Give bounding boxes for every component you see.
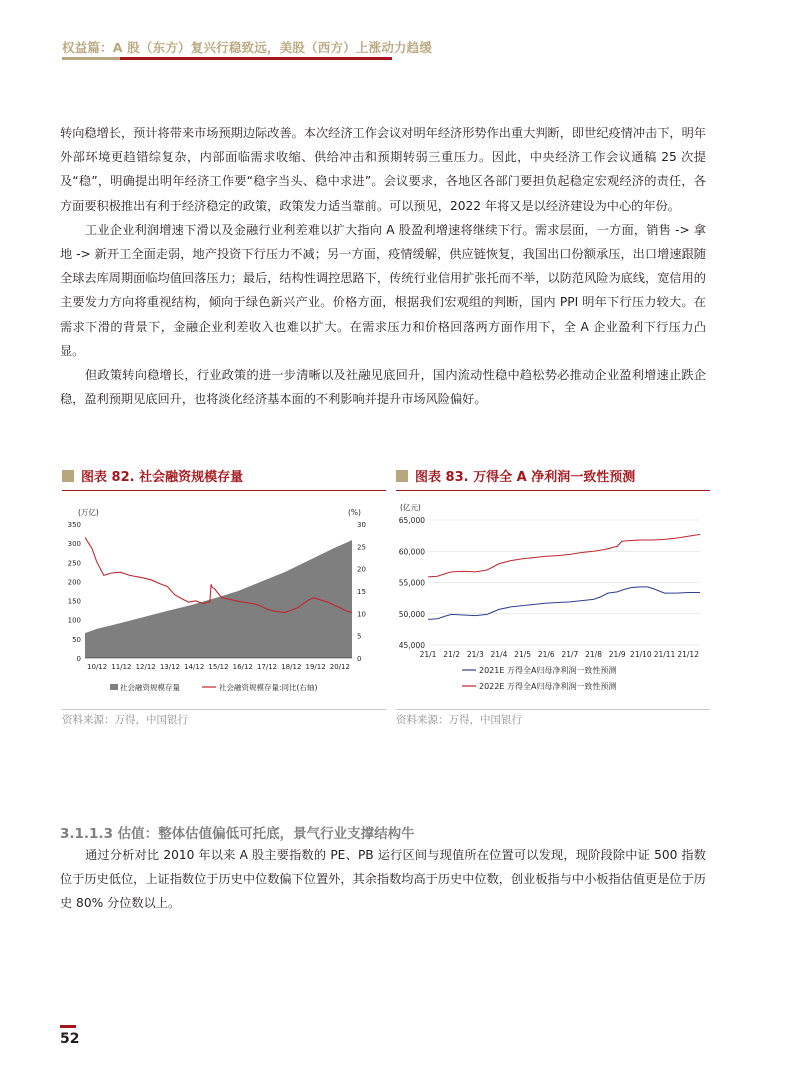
x-axis-tick-label: 17/12: [256, 663, 278, 671]
legend-area-label: 社会融资规模存量: [120, 683, 180, 692]
x-axis-tick-label: 21/2: [443, 650, 461, 659]
figure-83-title: [396, 466, 635, 485]
left-axis-tick-label: 250: [67, 559, 81, 568]
x-axis-tick-label: 21/3: [466, 650, 484, 659]
left-axis-tick-label: 200: [67, 578, 81, 587]
left-axis-tick-label: 350: [67, 521, 81, 529]
y-axis-tick-label: 45,000: [398, 641, 425, 650]
x-axis-tick-label: 19/12: [305, 663, 326, 671]
right-axis-tick-label: 20: [357, 565, 366, 574]
x-axis-tick-label: 21/6: [537, 650, 555, 659]
left-axis-unit: (万亿): [78, 508, 99, 517]
figure-83-title-text: 图表 83. 万得全 A 净利润一致性预测: [415, 470, 636, 485]
paragraph-1: 转向稳增长，预计将带来市场预期边际改善。本次经济工作会议对明年经济形势作出重大判断，即世纪疫情冲击下，明年外部环境更趋错综复杂，内部面临需求收缩、供给冲击和预期转弱三重压力。因此，中央经济工作会议通稿 25 次提及“稳”，明确提出明年经济工作要“稳字当头、稳中求进”。会议要求，各地区各部门要担负起稳定宏观经济的责任，各方面要积极推出有利于经济稳定的政策，政策发力适当靠前。可以预见，2022 年将又是以经济建设为中心的年份。: [60, 126, 706, 213]
header-rule-gold: [62, 57, 120, 60]
x-axis-tick-label: 21/7: [561, 650, 579, 659]
legend-2021e-label: 2021E 万得全A归母净利润一致性预测: [479, 666, 617, 675]
paragraph-3: 但政策转向稳增长，行业政策的进一步清晰以及社融见底回升，国内流动性稳中趋松势必推动企业盈利增速止跌企稳，盈利预期见底回升，也将淡化经济基本面的不利影响并提升市场风险偏好。: [60, 368, 706, 407]
legend-2022e-label: 2022E 万得全A归母净利润一致性预测: [479, 682, 617, 691]
x-axis-tick-label: 21/5: [514, 650, 532, 659]
y-axis-tick-label: 55,000: [398, 578, 425, 588]
figure-82-title: [62, 466, 243, 485]
x-axis-tick-label: 14/12: [184, 663, 205, 671]
figure-82-rule: [62, 490, 386, 491]
x-axis-tick-label: 21/11: [653, 650, 676, 659]
figure-83-source: 资料来源：万得，中国银行: [396, 714, 522, 726]
running-header: 权益篇：A 股（东方）复兴行稳致远，美股（西方）上涨动力趋缓: [62, 40, 433, 55]
right-axis-tick-label: 5: [357, 632, 362, 641]
x-axis-tick-label: 21/8: [585, 650, 602, 659]
legend-line-label: 社会融资规模存量:同比(右轴): [219, 683, 318, 692]
x-axis-tick-label: 15/12: [208, 663, 229, 671]
figure-marker-icon: [62, 470, 74, 482]
header-rule-red: [120, 57, 392, 60]
figure-marker-icon: [396, 470, 408, 482]
y-axis-tick-label: 65,000: [398, 516, 425, 525]
figure-83-source-rule: [396, 709, 710, 710]
left-axis-tick-label: 100: [67, 616, 81, 625]
left-axis-tick-label: 50: [72, 635, 81, 644]
figure-82-source-rule: [62, 709, 386, 710]
right-axis-tick-label: 0: [357, 655, 362, 663]
y-axis-unit: (亿元): [400, 503, 421, 512]
page-number-rule: [60, 1025, 76, 1028]
page-number: 52: [60, 1031, 80, 1047]
x-axis-tick-label: 13/12: [159, 663, 181, 671]
series-2021e-line: [428, 587, 700, 620]
body-text-bottom: [60, 843, 706, 916]
x-axis-tick-label: 21/12: [677, 650, 699, 659]
x-axis-tick-label: 18/12: [281, 663, 302, 671]
figure-82-chart: [60, 500, 390, 700]
left-axis-tick-label: 0: [76, 655, 81, 663]
figure-82-title-text: 图表 82. 社会融资规模存量: [81, 470, 244, 485]
y-axis-tick-label: 50,000: [398, 609, 425, 619]
right-axis-unit: (%): [348, 508, 361, 517]
x-axis-tick-label: 16/12: [232, 663, 253, 671]
section-paragraph: 通过分析对比 2010 年以来 A 股主要指数的 PE、PB 运行区间与现值所在位置可以发现，现阶段除中证 500 指数位于历史低位，上证指数位于历史中位数偏下位置外，其余指数均高于历史中位数，创业板指与中小板指估值更是位于历史 80% 分位数以上。: [60, 848, 706, 911]
figure-83-chart: [392, 500, 712, 700]
figure-82-source: 资料来源：万得，中国银行: [62, 714, 188, 726]
body-text-top: [60, 121, 706, 411]
right-axis-tick-label: 15: [357, 588, 366, 596]
right-axis-tick-label: 10: [357, 610, 366, 619]
x-axis-tick-label: 12/12: [135, 663, 156, 671]
x-axis-tick-label: 20/12: [329, 663, 350, 671]
y-axis-tick-label: 60,000: [398, 547, 425, 557]
left-axis-tick-label: 150: [67, 597, 81, 606]
section-heading: 3.1.1.3 估值：整体估值偏低可托底，景气行业支撑结构牛: [60, 826, 415, 842]
series-2022e-line: [428, 534, 700, 577]
x-axis-tick-label: 21/9: [608, 650, 626, 659]
figure-83-rule: [396, 490, 710, 491]
x-axis-tick-label: 11/12: [111, 663, 132, 671]
paragraph-2: 工业企业利润增速下滑以及金融行业利差难以扩大指向 A 股盈利增速将继续下行。需求层面，一方面，销售 -> 拿地 -> 新开工全面走弱，地产投资下行压力不减；另一方面，疫情缓解，供应链恢复，我国出口份额承压，出口增速跟随全球去库周期面临均值回落压力；最后，结构性调控思路下，传统行业信用扩张托而不举，以防范风险为底线，宽信用的主要发力方向将重视结构，倾向于绿色新兴产业。价格方面，根据我们宏观组的判断，国内 PPI 明年下行压力较大。在需求下滑的背景下，金融企业利差收入也难以扩大。在需求压力和价格回落两方面作用下，全 A 企业盈利下行压力凸显。: [60, 222, 706, 358]
right-axis-tick-label: 25: [357, 543, 366, 552]
x-axis-tick-label: 10/12: [87, 663, 108, 671]
x-axis-tick-label: 21/4: [490, 650, 508, 659]
x-axis-tick-label: 21/1: [419, 650, 437, 659]
right-axis-tick-label: 30: [357, 521, 366, 529]
legend-area-swatch: [110, 684, 118, 690]
x-axis-tick-label: 21/10: [630, 650, 652, 659]
left-axis-tick-label: 300: [67, 540, 81, 549]
